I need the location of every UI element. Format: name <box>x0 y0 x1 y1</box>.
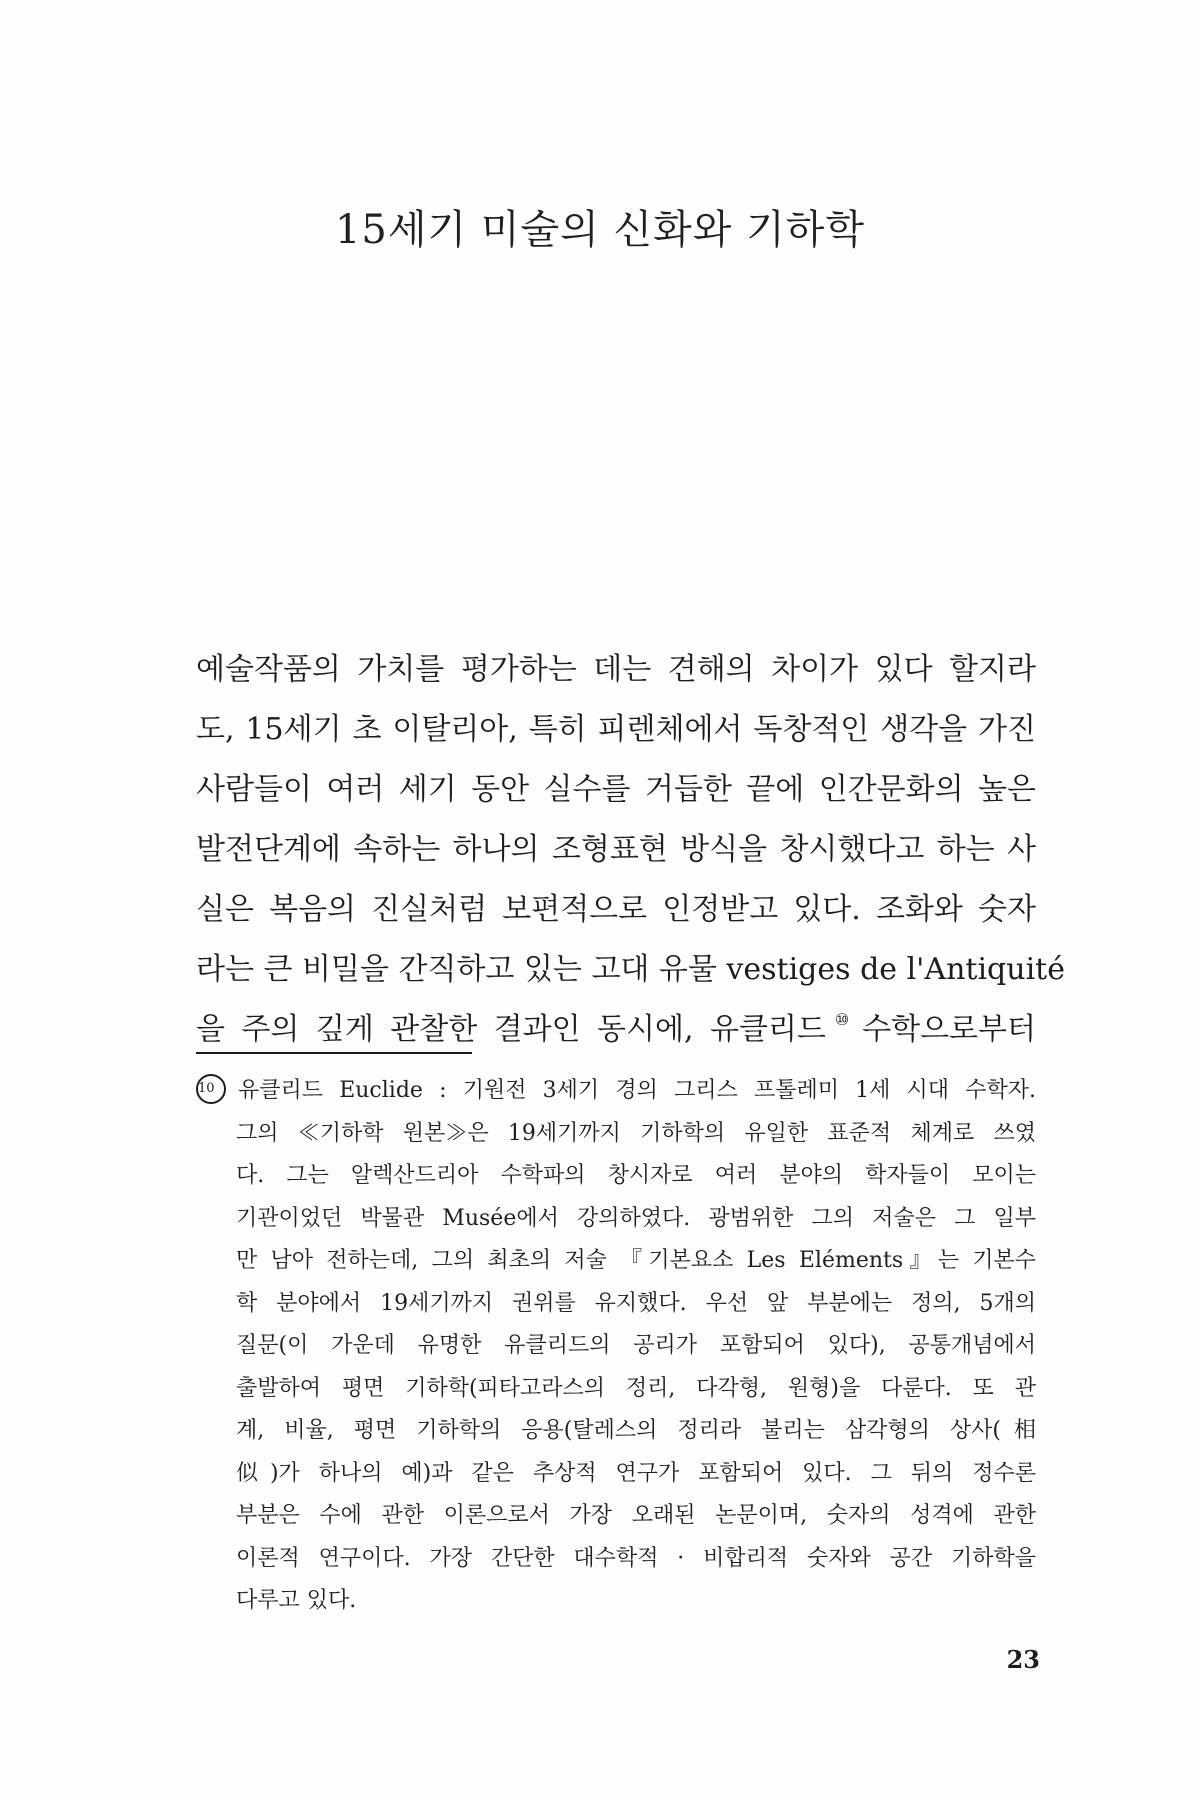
chapter-title: 15세기 미술의 신화와 기하학 <box>334 207 866 253</box>
body-line: 실은 복음의 진실처럼 보편적으로 인정받고 있다. 조화와 숫자 <box>196 892 1036 927</box>
body-line-text: 수학으로부터 <box>862 1012 1036 1047</box>
footnote-reference[interactable]: ⑩ <box>827 1010 857 1029</box>
body-line: 발전단계에 속하는 하나의 조형표현 방식을 창시했다고 하는 사 <box>196 832 1036 867</box>
body-paragraph <box>196 640 1065 1060</box>
body-line: 라는 큰 비밀을 간직하고 있는 고대 유물 vestiges de l'Antiquité <box>196 952 1065 987</box>
body-line: 사람들이 여러 세기 동안 실수를 거듭한 끝에 인간문화의 높은 <box>196 772 1036 807</box>
footnote-divider <box>196 1052 472 1054</box>
footnote-line: 부분은 수에 관한 이론으로서 가장 오래된 논문이며, 숫자의 성격에 관한 <box>236 1503 1036 1528</box>
body-line <box>196 1000 1036 1060</box>
footnote-line-text: 유클리드 Euclide : 기원전 3세기 경의 그리스 프톨레미 1세 시대 수학자. <box>238 1078 1036 1103</box>
footnote-line: 이론적 연구이다. 가장 간단한 대수학적 · 비합리적 숫자와 공간 기하학을 <box>236 1545 1036 1571</box>
footnote-line: 질문(이 가운데 유명한 유클리드의 공리가 포함되어 있다), 공통개념에서 <box>236 1333 1036 1358</box>
footnote-line: 다. 그는 알렉산드리아 수학파의 창시자로 여러 분야의 학자들이 모이는 <box>236 1163 1036 1188</box>
footnote-marker: 10 <box>196 1074 226 1104</box>
footnote-line <box>196 1070 1036 1113</box>
footnote <box>196 1070 1036 1623</box>
body-line: 도, 15세기 초 이탈리아, 특히 피렌체에서 독창적인 생각을 가진 <box>196 712 1036 747</box>
footnote-line: 다루고 있다. <box>236 1588 357 1613</box>
page-number: 23 <box>1006 1645 1040 1674</box>
footnote-line: 출발하여 평면 기하학(피타고라스의 정리, 다각형, 원형)을 다룬다. 또 관 <box>236 1375 1036 1401</box>
footnote-line: 기관이었던 박물관 Musée에서 강의하였다. 광범위한 그의 저술은 그 일부 <box>236 1205 1036 1231</box>
footnote-line: 만 남아 전하는데, 그의 최초의 저술 『기본요소 Les Eléments』는 기본수 <box>236 1248 1036 1273</box>
body-line-text: 을 주의 깊게 관찰한 결과인 동시에, 유클리드 <box>196 1012 826 1047</box>
footnote-line: 계, 비율, 평면 기하학의 응용(탈레스의 정리라 불리는 삼각형의 상사(相 <box>236 1418 1036 1443</box>
footnote-line: 그의 ≪기하학 원본≫은 19세기까지 기하학의 유일한 표준적 체계로 쓰였 <box>236 1120 1036 1146</box>
footnote-line: 학 분야에서 19세기까지 권위를 유지했다. 우선 앞 부분에는 정의, 5개의 <box>236 1290 1036 1316</box>
footnote-line: 似)가 하나의 예)과 같은 추상적 연구가 포함되어 있다. 그 뒤의 정수론 <box>236 1460 1036 1486</box>
body-line: 예술작품의 가치를 평가하는 데는 견해의 차이가 있다 할지라 <box>196 652 1036 687</box>
